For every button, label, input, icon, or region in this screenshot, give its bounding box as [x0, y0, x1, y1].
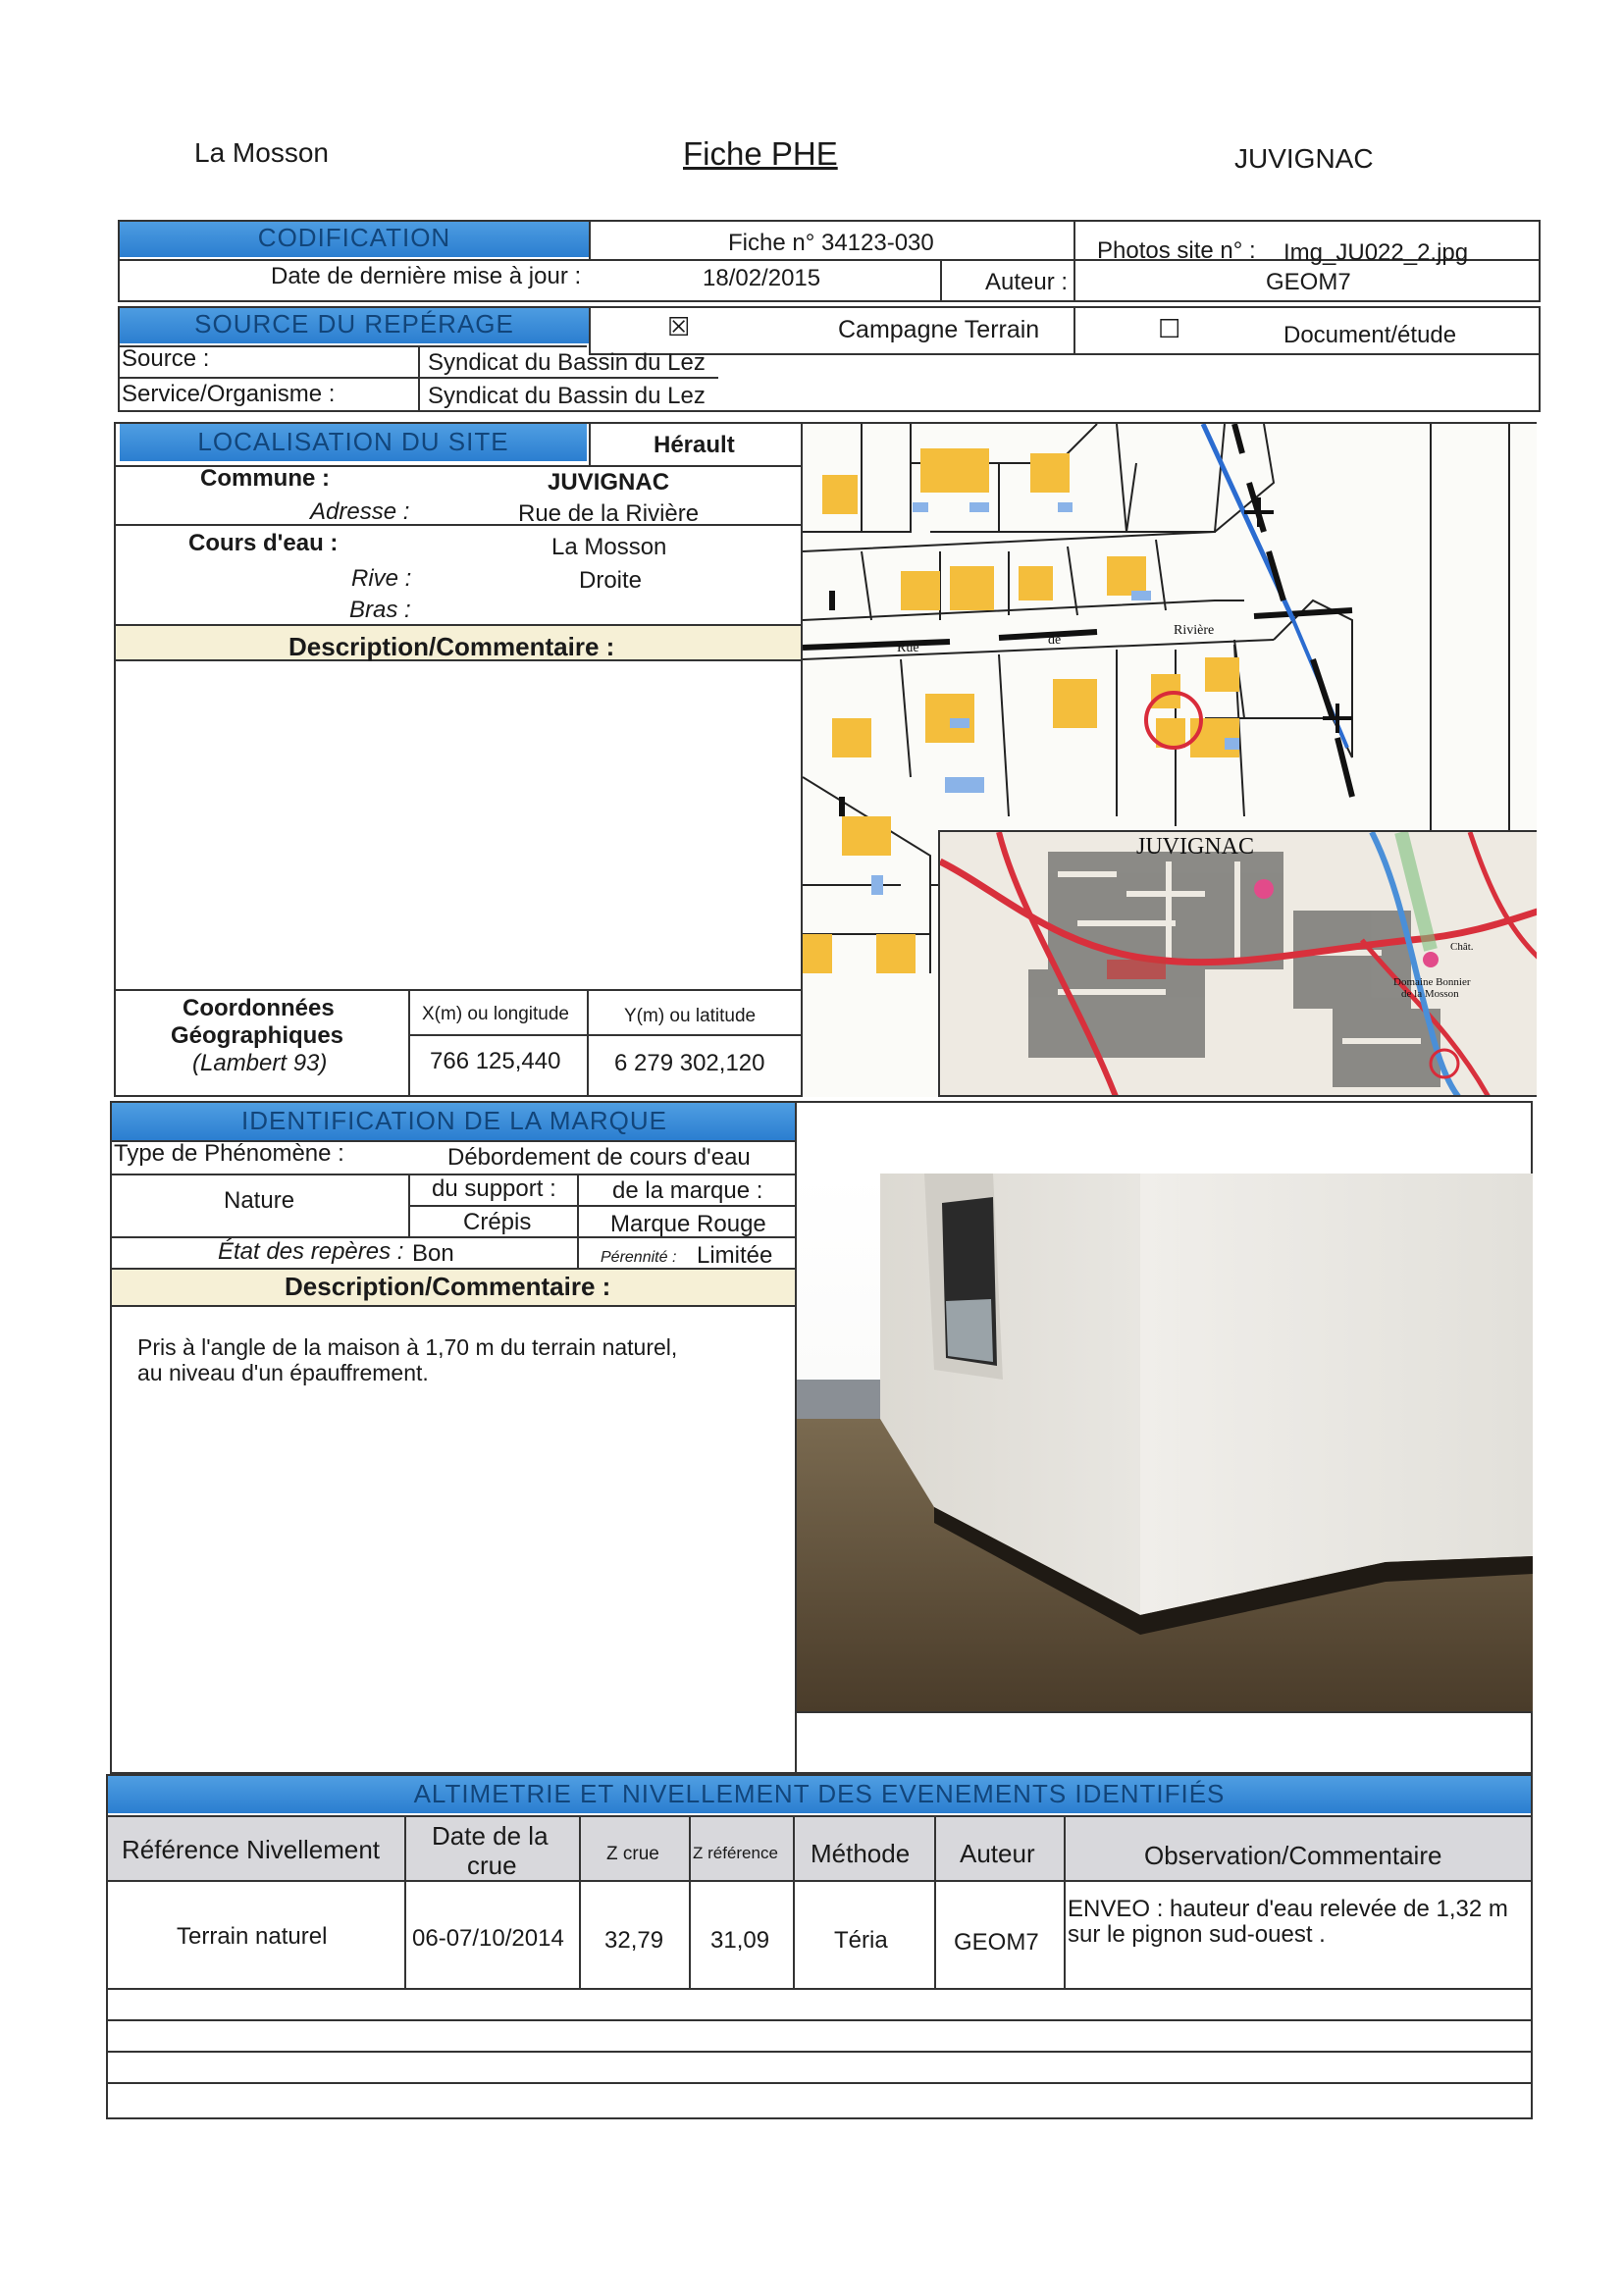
- source-value: Syndicat du Bassin du Lez: [428, 349, 706, 376]
- campagne-label: Campagne Terrain: [838, 316, 1040, 343]
- date-value: 18/02/2015: [703, 265, 821, 291]
- coord-label-2: Géographiques: [171, 1022, 344, 1049]
- perennite-value: Limitée: [697, 1242, 773, 1269]
- row-zcrue: 32,79: [604, 1927, 664, 1954]
- place-label-3: Chât.: [1450, 941, 1474, 953]
- place-label-2: de la Mosson: [1401, 988, 1459, 1000]
- y-value: 6 279 302,120: [614, 1050, 765, 1076]
- page-title: Fiche PHE: [683, 135, 838, 172]
- marque-label: de la marque :: [612, 1177, 763, 1204]
- identification-desc-label: Description/Commentaire :: [285, 1272, 611, 1301]
- etat-label: État des repères :: [218, 1238, 404, 1265]
- row-obs-1: ENVEO : hauteur d'eau relevée de 1,32 m: [1068, 1896, 1508, 1922]
- cours-value: La Mosson: [551, 534, 667, 560]
- site-photo: [797, 1174, 1533, 1711]
- row-ref: Terrain naturel: [177, 1923, 328, 1950]
- coord-label-3: (Lambert 93): [192, 1050, 328, 1076]
- row-zref: 31,09: [710, 1927, 770, 1954]
- source-title: SOURCE DU REPÉRAGE: [120, 306, 589, 343]
- source-label: Source :: [122, 345, 210, 372]
- row-methode: Téria: [834, 1927, 888, 1954]
- site-photo-graphic: [797, 1174, 1533, 1711]
- rive-value: Droite: [579, 567, 643, 594]
- header-left: La Mosson: [194, 137, 329, 168]
- commune-value: JUVIGNAC: [548, 469, 670, 496]
- coord-label-1: Coordonnées: [183, 995, 335, 1021]
- nature-label: Nature: [224, 1187, 295, 1214]
- inset-map: [938, 830, 1537, 1097]
- y-label: Y(m) ou latitude: [624, 1006, 757, 1026]
- etat-value: Bon: [412, 1240, 454, 1267]
- photos-value: Img_JU022_2.jpg: [1283, 239, 1469, 266]
- document-checkbox[interactable]: ☐: [1158, 314, 1181, 343]
- inset-map-graphic: [940, 832, 1537, 1097]
- service-label: Service/Organisme :: [122, 381, 336, 407]
- identification-title: IDENTIFICATION DE LA MARQUE: [112, 1103, 797, 1140]
- document-label: Document/étude: [1283, 322, 1457, 348]
- support-value: Crépis: [463, 1209, 532, 1235]
- perennite-label: Pérennité :: [601, 1249, 677, 1266]
- street-label-3: Rivière: [1174, 623, 1215, 638]
- town-label: JUVIGNAC: [1136, 834, 1254, 860]
- adresse-value: Rue de la Rivière: [518, 500, 700, 527]
- marque-value: Marque Rouge: [610, 1211, 766, 1237]
- auteur-label: Auteur :: [985, 269, 1069, 295]
- row-obs-2: sur le pignon sud-ouest .: [1068, 1921, 1326, 1948]
- street-label: Rue: [897, 641, 919, 655]
- row-auteur: GEOM7: [954, 1929, 1039, 1956]
- desc-line-1: Pris à l'angle de la maison à 1,70 m du terrain naturel,: [137, 1334, 678, 1360]
- fiche-number: Fiche n° 34123-030: [728, 230, 934, 256]
- col-zref: Z référence: [693, 1844, 778, 1862]
- description-label: Description/Commentaire :: [288, 632, 615, 661]
- street-label-2: de: [1048, 633, 1062, 648]
- col-zcrue: Z crue: [606, 1844, 659, 1864]
- cours-label: Cours d'eau :: [188, 530, 339, 556]
- service-value: Syndicat du Bassin du Lez: [428, 383, 706, 409]
- adresse-label: Adresse :: [310, 498, 410, 525]
- place-label-1: Domaine Bonnier: [1393, 976, 1471, 988]
- type-value: Débordement de cours d'eau: [447, 1144, 751, 1171]
- header-right: JUVIGNAC: [1234, 143, 1374, 174]
- campagne-checkbox[interactable]: ☒: [667, 312, 691, 341]
- x-value: 766 125,440: [430, 1048, 561, 1074]
- bras-label: Bras :: [349, 597, 411, 623]
- col-ref: Référence Nivellement: [122, 1835, 381, 1864]
- date-label: Date de dernière mise à jour :: [271, 263, 582, 289]
- commune-label: Commune :: [200, 465, 330, 492]
- rive-label: Rive :: [351, 565, 412, 592]
- x-label: X(m) ou longitude: [422, 1004, 569, 1024]
- col-date-2: crue: [467, 1851, 517, 1880]
- col-date-1: Date de la: [432, 1821, 549, 1851]
- departement: Hérault: [654, 432, 735, 458]
- col-methode: Méthode: [811, 1839, 911, 1868]
- photos-label: Photos site n° :: [1097, 237, 1256, 264]
- auteur-value: GEOM7: [1266, 269, 1351, 295]
- desc-line-2: au niveau d'un épauffrement.: [137, 1360, 429, 1385]
- cadastre-map: [801, 424, 1537, 1097]
- support-label: du support :: [432, 1175, 556, 1202]
- altimetrie-title: ALTIMETRIE ET NIVELLEMENT DES EVENEMENTS IDENTIFIÉS: [108, 1776, 1531, 1813]
- col-obs: Observation/Commentaire: [1144, 1841, 1442, 1870]
- row-date: 06-07/10/2014: [412, 1925, 564, 1952]
- type-label: Type de Phénomène :: [114, 1140, 344, 1167]
- localisation-title: LOCALISATION DU SITE: [120, 424, 587, 461]
- col-auteur: Auteur: [960, 1839, 1035, 1868]
- codification-title: CODIFICATION: [120, 220, 589, 257]
